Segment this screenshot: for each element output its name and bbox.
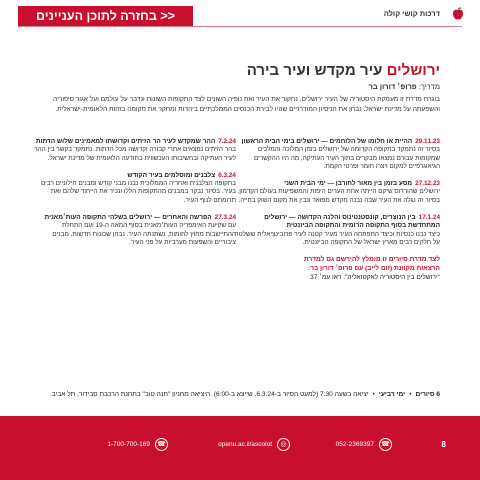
tour-entry [32,214,236,247]
phone1-text: 052-2369397 [335,441,374,448]
tour-entry [232,214,440,247]
apple-logo-icon [450,6,466,22]
intro-paragraph: בוגרת מדרת זו מעמקת היסטוריה של העיר ירושלים. נחקור את העיר ואת נופיה השונים לצד התקופות השונות ונדבר על עולמם ועל אגור סיפוריה והשפעתה על מדינת ישראל. נבחן את הניסיון המודרניים שהיו לבירת הכנסים הממלכתיים ביהדות ומחקר את מקומה בזהות הלאומית-ישראלית. [53,96,440,113]
footer-bar [0,416,480,480]
tour-description: עם שקיעת האימפריה העות׳מאנית בסוף המאה ה-19 ועם התחלת ההתיישבות מחוץ לחומות, נשתנתה העיר. נבחן שכונות חדשות, מבנים ציבוריים והשפעות מערביות על פני העיר. [52,222,236,246]
page-number: 8 [441,440,446,449]
tour-entry [32,138,236,163]
note-line-3[interactable]: "ירושלים בין היסטוריה לאקטואליה". ראו עמ׳ 37 [310,273,440,281]
tour-date: 17.1.24 [418,214,440,222]
tour-title: בין הנוצרים, קונסטנטינוס והלנה הקדושה — ירושלים המתחדשת בסוף התקופה הרומית והתקופה הביזנטית [264,214,440,230]
guide-name: פרופ׳ דורון בר [368,82,417,91]
separator: • [409,391,412,398]
top-bar [0,0,480,38]
tour-title: צלבנים ומוסלמים בעיר הקודש [127,171,216,179]
recommendation-note [232,256,440,282]
website-text: openu.ac.il/ascolot [218,441,272,448]
tour-title: ההיית או חלומו של הלוחמים — ירושלים בימי הבית הראשון [241,138,413,145]
note-line-2: הרצאות מקוונת (זום לייב) עם פרופ׳ דורון בר: [308,265,440,273]
tour-date: 7.2.24 [218,138,236,145]
guide-label: מדריך: [418,82,440,91]
website-link[interactable] [218,438,290,451]
tour-date: 6.3.24 [218,171,236,179]
globe-icon: ◎ [277,438,290,451]
tour-title: הפרשה והאחרים — ירושלים בשלהי התקופה העות׳מאנית [44,214,212,222]
tour-title: מסע בזמן בין מאור לחורבן — ימי הבית השני [284,180,413,188]
note-line-1: לצד מדרת סיורים זו מומלץ להירשם גם למדרת [303,256,440,264]
departure-details: יציאה בשעה 7:30 (למעט הסיור ב-6.3.24, שייצא ב-6:00). היציאה מחניון "תנה טוב" בתחנת הרכבת סבידור, תל אביב. [49,391,369,398]
phone-icon: ☎ [155,438,168,451]
back-to-toc-link[interactable]: << בחזרה לתוכן העניינים [18,6,193,26]
brand-label: דרכות קושי קולה [383,9,440,18]
title-rest: עיר מקדש ועיר בירה [246,62,387,79]
page-title [247,62,440,79]
phone-contact-2[interactable] [107,438,168,451]
phone-contact-1[interactable] [336,438,392,451]
tour-entry [32,172,236,205]
sessions-count: 6 סיורים [415,391,440,398]
guide-line [369,82,440,91]
separator: • [372,391,375,398]
tour-title: ההר שמקדש לעיר הר הזיתים וקדושתו למאמינים שלוש הדתות [35,138,216,145]
left-column [32,138,236,256]
header-divider [18,26,462,27]
tour-entry [232,138,440,171]
tour-date: 27.3.24 [214,214,236,222]
right-column [232,138,440,283]
tour-description: ירושלים שהורדוס שיקם הייתה אחת הערים היפות והמשפיעות בעולם הקדמון. בסיור זה נגלה את העיר שבה נבנה מקדש מפואר ונבין את מקום השוק בחייה. [237,188,440,204]
title-city: ירושלים [386,62,440,79]
tour-date: 29.11.23 [415,138,440,145]
schedule-info-line [28,391,440,398]
tour-description: בסיור זה נתמקד בתקופה הקדומה של ירושלים בזמן המלוכה והמלכים שמקומות עבורם נמצאו מבקרים בתוך העיר העתיקה, מה היו ההקשרים הגיאוגרפיים למקום ויצרו חומר ופרטי הקמת. [253,146,440,170]
phone2-text: 1-700-700-169 [107,441,150,448]
tour-description: בהר הזיתים נמצאים אתרי קבורה וקדושה מכל הדתות. נתמקד בקשר בין ההר לעיר העתיקה ובחשיבותו העכשווית בתודעה הלאומית של מדינת ישראל. [34,146,236,162]
tour-day: ימי רביעי [378,391,406,398]
tour-date: 27.12.23 [415,180,440,188]
tour-description: בתקופה הצלבנית ואחריה הממלוכית נבנו מבני קודש ומבנים חילוניים רבים בעיר. בסיור נבקר במבנים מהתקופות הללו ונכיר את הייחוד שלהם ואת תרומתם לנוף העיר. [40,180,236,204]
phone-icon: ☎ [379,438,392,451]
tour-description: כיצד נבנו כנסיות וכיצד התפתחה העיר מעיר קטנה לעיר פרובינציאלית ששלטה על חלקים רבים מארץ ישראל של התקופה הביזנטית. [234,230,440,246]
tour-entry [232,180,440,205]
